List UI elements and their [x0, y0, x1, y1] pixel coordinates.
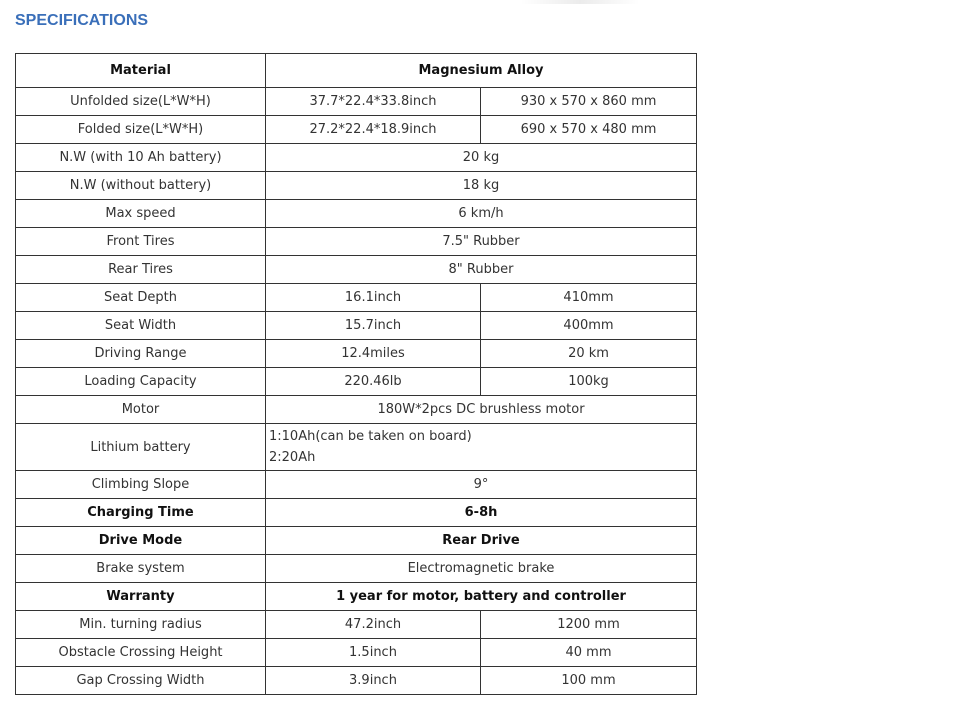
spec-label: Min. turning radius	[16, 611, 266, 639]
spec-label: Rear Tires	[16, 256, 266, 284]
table-row-unfolded-size	[16, 88, 697, 116]
battery-option-2: 2:20Ah	[269, 450, 316, 465]
table-row-nw-with-battery	[16, 144, 697, 172]
spec-label: Loading Capacity	[16, 368, 266, 396]
spec-value-metric: 40 mm	[481, 639, 697, 667]
spec-value-metric: 1200 mm	[481, 611, 697, 639]
table-row-turning-radius	[16, 611, 697, 639]
spec-label: Drive Mode	[16, 527, 266, 555]
spec-label: Motor	[16, 396, 266, 424]
spec-value-imperial: 47.2inch	[266, 611, 481, 639]
spec-value: 6-8h	[266, 499, 697, 527]
table-row-lithium-battery	[16, 424, 697, 471]
spec-value: 7.5" Rubber	[266, 228, 697, 256]
spec-label: Driving Range	[16, 340, 266, 368]
spec-value-imperial: 27.2*22.4*18.9inch	[266, 116, 481, 144]
spec-value: 8" Rubber	[266, 256, 697, 284]
table-row-material	[16, 54, 697, 88]
spec-value-metric: 690 x 570 x 480 mm	[481, 116, 697, 144]
specifications-heading: SPECIFICATIONS	[15, 12, 149, 29]
spec-label: Charging Time	[16, 499, 266, 527]
battery-option-1: 1:10Ah(can be taken on board)	[269, 429, 472, 444]
spec-value: Magnesium Alloy	[266, 54, 697, 88]
table-row-gap-width	[16, 667, 697, 695]
spec-label: Gap Crossing Width	[16, 667, 266, 695]
table-row-obstacle-height	[16, 639, 697, 667]
spec-value-metric: 20 km	[481, 340, 697, 368]
spec-label: N.W (without battery)	[16, 172, 266, 200]
spec-label: Seat Depth	[16, 284, 266, 312]
table-row-driving-range	[16, 340, 697, 368]
spec-label: Obstacle Crossing Height	[16, 639, 266, 667]
spec-label: Warranty	[16, 583, 266, 611]
spec-label: Seat Width	[16, 312, 266, 340]
table-row-motor	[16, 396, 697, 424]
table-row-warranty	[16, 583, 697, 611]
table-row-nw-without-battery	[16, 172, 697, 200]
spec-value-imperial: 12.4miles	[266, 340, 481, 368]
spec-label: Climbing Slope	[16, 471, 266, 499]
table-row-loading-capacity	[16, 368, 697, 396]
spec-value-imperial: 3.9inch	[266, 667, 481, 695]
table-row-drive-mode	[16, 527, 697, 555]
spec-label: Folded size(L*W*H)	[16, 116, 266, 144]
spec-value: 1 year for motor, battery and controller	[266, 583, 697, 611]
spec-label: N.W (with 10 Ah battery)	[16, 144, 266, 172]
spec-value: 6 km/h	[266, 200, 697, 228]
spec-value: Rear Drive	[266, 527, 697, 555]
spec-label: Brake system	[16, 555, 266, 583]
spec-value-metric: 400mm	[481, 312, 697, 340]
table-row-front-tires	[16, 228, 697, 256]
spec-value-imperial: 1.5inch	[266, 639, 481, 667]
table-row-brake-system	[16, 555, 697, 583]
spec-value-multiline	[266, 424, 697, 471]
table-row-rear-tires	[16, 256, 697, 284]
spec-value: 20 kg	[266, 144, 697, 172]
spec-value: 9°	[266, 471, 697, 499]
spec-label: Lithium battery	[16, 424, 266, 471]
spec-label: Unfolded size(L*W*H)	[16, 88, 266, 116]
top-shadow-decoration	[520, 0, 640, 4]
spec-value: Electromagnetic brake	[266, 555, 697, 583]
spec-value-metric: 100 mm	[481, 667, 697, 695]
spec-label: Max speed	[16, 200, 266, 228]
table-row-charging-time	[16, 499, 697, 527]
table-row-seat-width	[16, 312, 697, 340]
table-row-climbing-slope	[16, 471, 697, 499]
table-row-max-speed	[16, 200, 697, 228]
table-row-folded-size	[16, 116, 697, 144]
spec-value-metric: 410mm	[481, 284, 697, 312]
spec-label: Front Tires	[16, 228, 266, 256]
spec-value: 180W*2pcs DC brushless motor	[266, 396, 697, 424]
table-row-seat-depth	[16, 284, 697, 312]
spec-value: 18 kg	[266, 172, 697, 200]
spec-value-metric: 100kg	[481, 368, 697, 396]
spec-label: Material	[16, 54, 266, 88]
spec-value-imperial: 220.46lb	[266, 368, 481, 396]
spec-value-imperial: 37.7*22.4*33.8inch	[266, 88, 481, 116]
spec-value-metric: 930 x 570 x 860 mm	[481, 88, 697, 116]
specifications-table	[15, 53, 697, 695]
spec-value-imperial: 16.1inch	[266, 284, 481, 312]
spec-value-imperial: 15.7inch	[266, 312, 481, 340]
